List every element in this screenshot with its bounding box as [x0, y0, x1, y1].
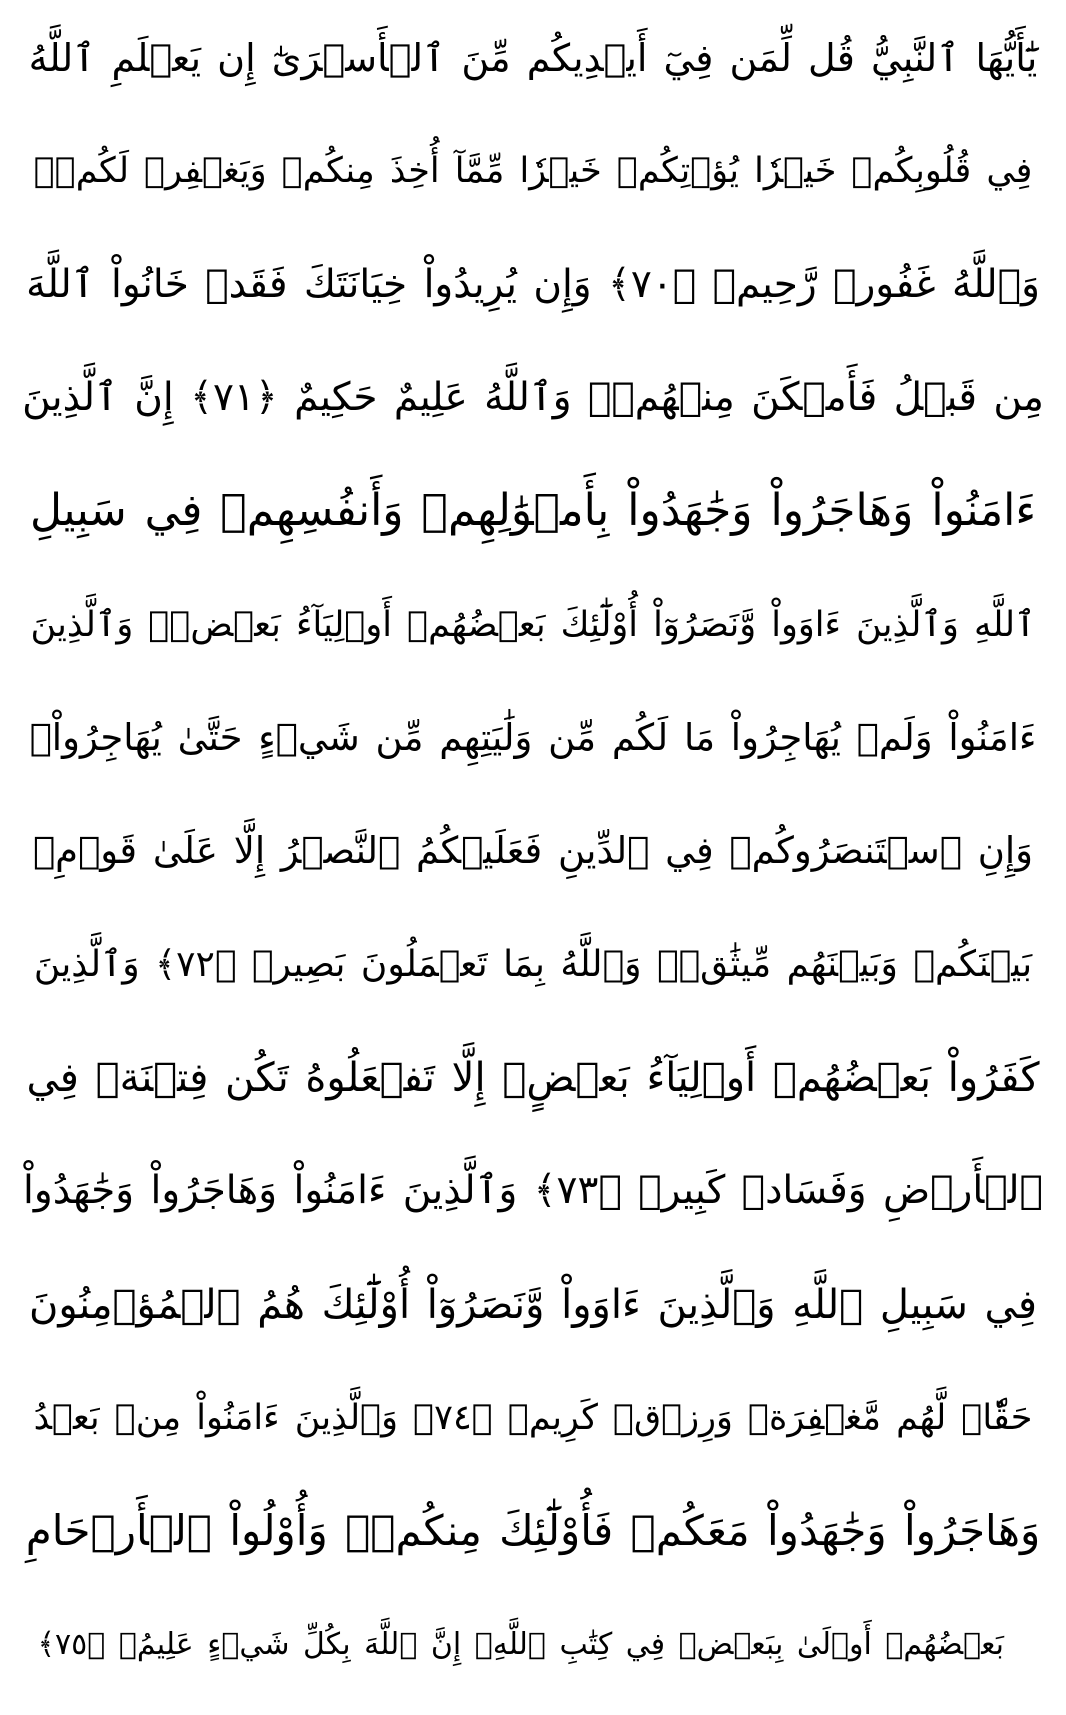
- verse-line: وَٱللَّهُ غَفُورٞ رَّحِيمٞ ﴿٧٠﴾ وَإِن يُرِيدُواْ خِيَانَتَكَ فَقَدۡ خَانُواْ ٱللَّهَ: [26, 261, 1040, 307]
- verse-lines: [22, 8, 1044, 1695]
- verse-line: يَٰٓأَيُّهَا ٱلنَّبِيُّ قُل لِّمَن فِيٓ أَيۡدِيكُم مِّنَ ٱلۡأَسۡرَىٰٓ إِن يَعۡلَمِ ٱللَّهُ: [28, 36, 1038, 80]
- verse-line: ءَامَنُواْ وَهَاجَرُواْ وَجَٰهَدُواْ بِأَمۡوَٰلِهِمۡ وَأَنفُسِهِمۡ فِي سَبِيلِ: [29, 485, 1037, 537]
- verse-line: وَهَاجَرُواْ وَجَٰهَدُواْ مَعَكُمۡ فَأُوْلَٰٓئِكَ مِنكُمۡۚ وَأُوْلُواْ ٱلۡأَرۡحَامِ: [25, 1506, 1041, 1556]
- verse-line: حَقّٗاۚ لَّهُم مَّغۡفِرَةٞ وَرِزۡقٞ كَرِيمٞ ﴿٧٤﴾ وَٱلَّذِينَ ءَامَنُواْ مِنۢ بَعۡدُ: [33, 1398, 1033, 1439]
- verse-line: فِي سَبِيلِ ٱللَّهِ وَٱلَّذِينَ ءَاوَواْ وَّنَصَرُوٓاْ أُوْلَٰٓئِكَ هُمُ ٱلۡمُؤۡمِنُونَ: [28, 1281, 1038, 1328]
- verse-line: ٱلۡأَرۡضِ وَفَسَادٞ كَبِيرٞ ﴿٧٣﴾ وَٱلَّذِينَ ءَامَنُواْ وَهَاجَرُواْ وَجَٰهَدُواْ: [23, 1168, 1043, 1214]
- verse-line: ءَامَنُواْ وَلَمۡ يُهَاجِرُواْ مَا لَكُم مِّن وَلَٰيَتِهِم مِّن شَيۡءٍ حَتَّىٰ يُهَاجِرُواْۚ: [29, 716, 1037, 760]
- verse-line: ٱللَّهِ وَٱلَّذِينَ ءَاوَواْ وَّنَصَرُوٓاْ أُوْلَٰٓئِكَ بَعۡضُهُمۡ أَوۡلِيَآءُ بَعۡضٖۚ وَٱلَّذِينَ: [30, 604, 1036, 645]
- verse-line: بَعۡضُهُمۡ أَوۡلَىٰ بِبَعۡضٖ فِي كِتَٰبِ ٱللَّهِۚ إِنَّ ٱللَّهَ بِكُلِّ شَيۡءٍ عَلِيمُۢ ﴿٧٥﴾: [37, 1626, 1004, 1662]
- verse-line: كَفَرُواْ بَعۡضُهُمۡ أَوۡلِيَآءُ بَعۡضٍۚ إِلَّا تَفۡعَلُوهُ تَكُن فِتۡنَةٞ فِي: [26, 1055, 1040, 1102]
- verse-line: فِي قُلُوبِكُمۡ خَيۡرٗا يُؤۡتِكُمۡ خَيۡرٗا مِّمَّآ أُخِذَ مِنكُمۡ وَيَغۡفِرۡ لَكُمۡۚ: [33, 151, 1033, 192]
- verse-line: بَيۡنَكُمۡ وَبَيۡنَهُم مِّيثَٰقٞۗ وَٱللَّهُ بِمَا تَعۡمَلُونَ بَصِيرٞ ﴿٧٢﴾ وَٱلَّذِينَ: [33, 943, 1033, 985]
- verse-line: مِن قَبۡلُ فَأَمۡكَنَ مِنۡهُمۡۗ وَٱللَّهُ عَلِيمٌ حَكِيمٌ ﴿٧١﴾ إِنَّ ٱلَّذِينَ: [22, 375, 1044, 421]
- verse-line: وَإِنِ ٱسۡتَنصَرُوكُمۡ فِي ٱلدِّينِ فَعَلَيۡكُمُ ٱلنَّصۡرُ إِلَّا عَلَىٰ قَوۡمِۢ: [32, 829, 1034, 873]
